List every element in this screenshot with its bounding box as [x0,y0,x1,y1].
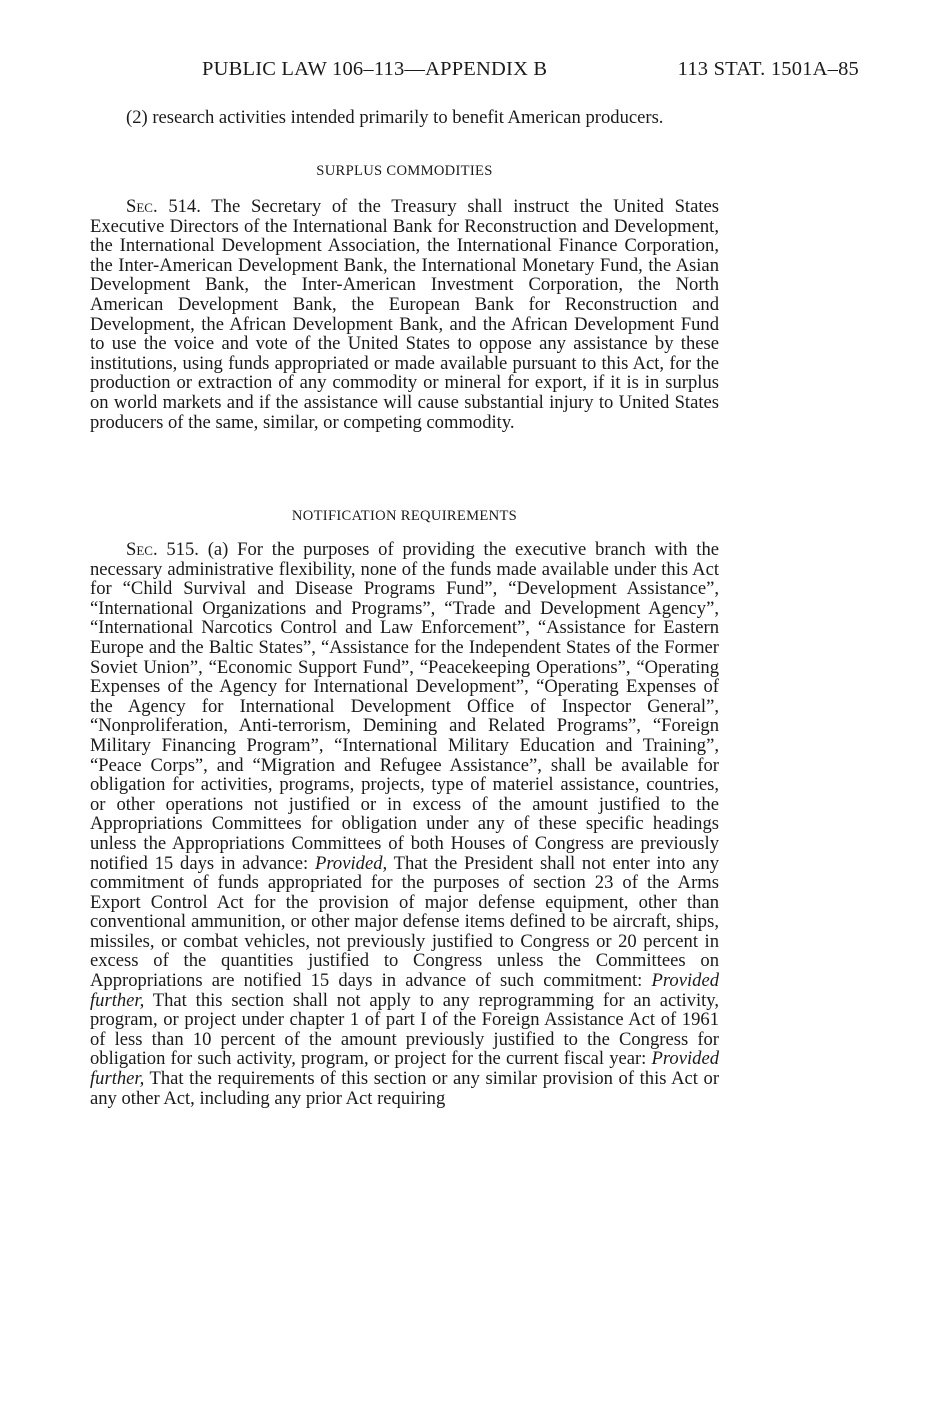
section-514-paragraph [90,197,719,432]
section-515-text-3: That this section shall not apply to any reprogramming for an activity, program, or project under chapter 1 of part I of the Foreign Assistance Act of 1961 of less than 10 percent of the amount previously justified to the Congress for obligation for such activity, program, or project for the current fiscal year: [90,989,720,1070]
running-header [92,58,859,88]
header-stat-citation: 113 STAT. 1501A–85 [677,58,859,80]
header-title: PUBLIC LAW 106–113—APPENDIX B [202,58,548,80]
section-515-text-2: That the President shall not enter into any commitment of funds appropriated for the purposes of section 23 of the Arms Export Control Act for the provision of major defense equipment, other than conventional ammunition, or other major defense items defined to be aircraft, ships, missiles, or combat vehicles, not previously justified to Congress or 20 percent in excess of the quantities justified to Congress unless the Committees on Appropriations are notified 15 days in advance of such commitment: [90,852,719,992]
intro-paragraph: (2) research activities intended primarily to benefit American producers. [126,107,664,128]
intro-paragraph-block [90,108,719,128]
section-515-paragraph [90,540,719,1108]
provided-clause-1: Provided, [315,852,388,874]
section-514-block [90,197,719,432]
section-514-label: Sec. 514. [126,196,201,217]
section-515-block [90,540,719,1108]
provided-clause-2: Provided further, [90,970,719,1011]
section-514-heading: SURPLUS COMMODITIES [316,163,493,179]
section-515-heading: NOTIFICATION REQUIREMENTS [291,508,518,524]
section-515-text-1: (a) For the purposes of providing the executive branch with the necessary administrative flexibility, none of the funds made available under this Act for “Child Survival and Disease Programs Fund”, “Development Assistance”, “International Organizations and Programs”, “Trade and Development Agency”, “International Narcotics Control and Law Enforcement”, “Assistance for Eastern Europe and the Baltic States”, “Assistance for the Independent States of the Former Soviet Union”, “Economic Support Fund”, “Peacekeeping Operations”, “Operating Expenses of the Agency for International Development”, “Operating Expenses of the Agency for International Development Office of Inspector General”, “Nonproliferation, Anti-terrorism, Demining and Related Programs”, “Foreign Military Financing Program”, “International Military Education and Training”, “Peace Corps”, and “Migration and Refugee Assistance”, shall be available for obligation for activities, programs, projects, type of materiel assistance, countries, or other operations not justified or in excess of the amount justified to the Appropriations Committees for obligation under any of these specific headings unless the Appropriations Committees of both Houses of Congress are previously notified 15 days in advance: [90,539,720,874]
section-514-text: The Secretary of the Treasury shall instruct the United States Executive Directors of the International Bank for Reconstruction and Development, the International Development Association, the International Finance Corporation, the Inter-American Development Bank, the International Monetary Fund, the Asian Development Bank, the Inter-American Investment Corporation, the North American Development Bank, the European Bank for Reconstruction and Development, the African Development Bank, and the African Development Fund to use the voice and vote of the United States to oppose any assistance by these institutions, using funds appropriated or made available pursuant to this Act, for the production or extraction of any commodity or mineral for export, if it is in surplus on world markets and if the assistance will cause substantial injury to United States producers of the same, similar, or competing commodity. [90,196,719,433]
provided-clause-3: Provided further, [90,1048,719,1090]
section-515-text-4: That the requirements of this section or any similar provision of this Act or any other Act, including any prior Act requiring [90,1068,720,1109]
section-515-label: Sec. 515. [126,539,199,560]
